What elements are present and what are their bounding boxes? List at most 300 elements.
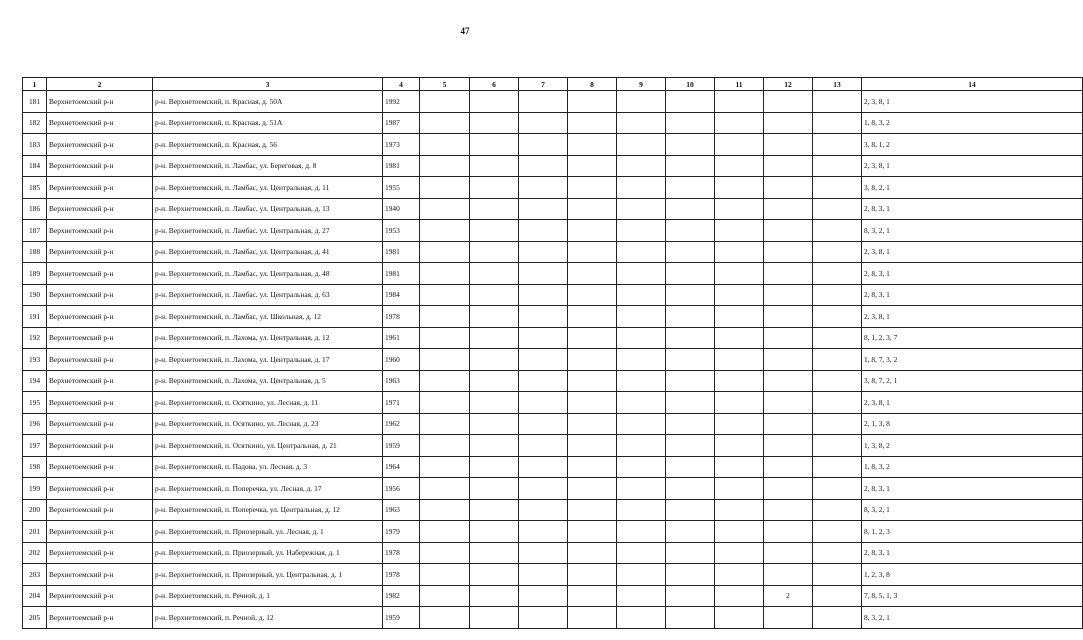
col-10-cell <box>666 607 715 629</box>
year-cell: 1956 <box>383 478 420 500</box>
year-cell: 1959 <box>383 607 420 629</box>
col-13-cell <box>813 499 862 521</box>
col-14-cell: 8, 3, 2, 1 <box>862 220 1083 242</box>
col-6-cell <box>470 370 519 392</box>
col-11-cell <box>715 478 764 500</box>
col-7-cell <box>519 327 568 349</box>
year-cell: 1984 <box>383 284 420 306</box>
address-cell: р-н. Верхнетоемский, п. Осяткино, ул. Лесная, д. 11 <box>153 392 383 414</box>
district-cell: Верхнетоемский р-н <box>47 134 153 156</box>
col-12-cell <box>764 91 813 113</box>
col-8-cell <box>568 478 617 500</box>
col-8-cell <box>568 198 617 220</box>
col-7-cell <box>519 91 568 113</box>
col-6-cell <box>470 392 519 414</box>
col-6-cell <box>470 607 519 629</box>
col-5-cell <box>420 327 470 349</box>
address-cell: р-н. Верхнетоемский, п. Падова, ул. Лесная, д. 3 <box>153 456 383 478</box>
col-7-cell <box>519 435 568 457</box>
col-11-cell <box>715 241 764 263</box>
col-12-cell <box>764 499 813 521</box>
col-8-cell <box>568 542 617 564</box>
col-10-cell <box>666 456 715 478</box>
table-body <box>23 91 1083 629</box>
col-12-cell <box>764 177 813 199</box>
col-7-cell <box>519 177 568 199</box>
address-cell: р-н. Верхнетоемский, п. Приозерный, ул. Лесная, д. 1 <box>153 521 383 543</box>
year-cell: 1953 <box>383 220 420 242</box>
col-6-cell <box>470 564 519 586</box>
address-cell: р-н. Верхнетоемский, п. Красная, д. 56 <box>153 134 383 156</box>
year-cell: 1981 <box>383 263 420 285</box>
col-9-cell <box>617 564 666 586</box>
row-number-cell: 185 <box>23 177 47 199</box>
district-cell: Верхнетоемский р-н <box>47 177 153 199</box>
col-5-cell <box>420 241 470 263</box>
col-13-cell <box>813 306 862 328</box>
col-8-cell <box>568 327 617 349</box>
col-10-cell <box>666 564 715 586</box>
col-13-cell <box>813 435 862 457</box>
col-9-cell <box>617 263 666 285</box>
col-5-cell <box>420 220 470 242</box>
header-row <box>23 78 1083 91</box>
column-header-7: 7 <box>519 78 568 91</box>
col-13-cell <box>813 284 862 306</box>
col-9-cell <box>617 521 666 543</box>
col-9-cell <box>617 456 666 478</box>
district-cell: Верхнетоемский р-н <box>47 284 153 306</box>
table-row <box>23 478 1083 500</box>
col-13-cell <box>813 241 862 263</box>
col-8-cell <box>568 220 617 242</box>
col-8-cell <box>568 585 617 607</box>
column-header-9: 9 <box>617 78 666 91</box>
col-8-cell <box>568 435 617 457</box>
col-5-cell <box>420 585 470 607</box>
col-5-cell <box>420 435 470 457</box>
col-10-cell <box>666 241 715 263</box>
col-12-cell <box>764 306 813 328</box>
col-7-cell <box>519 370 568 392</box>
address-cell: р-н. Верхнетоемский, п. Ламбас, ул. Центральная, д. 41 <box>153 241 383 263</box>
address-cell: р-н. Верхнетоемский, п. Приозерный, ул. Центральная, д. 1 <box>153 564 383 586</box>
col-9-cell <box>617 134 666 156</box>
col-12-cell <box>764 607 813 629</box>
year-cell: 1982 <box>383 585 420 607</box>
col-14-cell: 8, 1, 2, 3, 7 <box>862 327 1083 349</box>
col-13-cell <box>813 349 862 371</box>
col-6-cell <box>470 456 519 478</box>
col-5-cell <box>420 155 470 177</box>
col-12-cell <box>764 349 813 371</box>
col-6-cell <box>470 112 519 134</box>
row-number-cell: 193 <box>23 349 47 371</box>
col-8-cell <box>568 112 617 134</box>
col-8-cell <box>568 370 617 392</box>
district-cell: Верхнетоемский р-н <box>47 306 153 328</box>
col-11-cell <box>715 91 764 113</box>
row-number-cell: 203 <box>23 564 47 586</box>
col-9-cell <box>617 241 666 263</box>
col-14-cell: 1, 2, 3, 8 <box>862 564 1083 586</box>
col-13-cell <box>813 478 862 500</box>
col-5-cell <box>420 370 470 392</box>
row-number-cell: 202 <box>23 542 47 564</box>
col-7-cell <box>519 263 568 285</box>
col-5-cell <box>420 456 470 478</box>
district-cell: Верхнетоемский р-н <box>47 155 153 177</box>
column-header-5: 5 <box>420 78 470 91</box>
column-header-3: 3 <box>153 78 383 91</box>
table-row <box>23 607 1083 629</box>
address-cell: р-н. Верхнетоемский, п. Ламбас, ул. Центральная, д. 63 <box>153 284 383 306</box>
row-number-cell: 197 <box>23 435 47 457</box>
address-cell: р-н. Верхнетоемский, п. Красная, д. 51А <box>153 112 383 134</box>
col-9-cell <box>617 306 666 328</box>
col-5-cell <box>420 413 470 435</box>
col-10-cell <box>666 177 715 199</box>
col-13-cell <box>813 263 862 285</box>
year-cell: 1955 <box>383 177 420 199</box>
district-cell: Верхнетоемский р-н <box>47 435 153 457</box>
col-5-cell <box>420 349 470 371</box>
col-7-cell <box>519 607 568 629</box>
col-10-cell <box>666 263 715 285</box>
col-11-cell <box>715 542 764 564</box>
col-13-cell <box>813 564 862 586</box>
col-14-cell: 3, 8, 2, 1 <box>862 177 1083 199</box>
table-row <box>23 585 1083 607</box>
col-14-cell: 2, 3, 8, 1 <box>862 306 1083 328</box>
col-12-cell <box>764 478 813 500</box>
row-number-cell: 189 <box>23 263 47 285</box>
col-12-cell <box>764 112 813 134</box>
col-10-cell <box>666 112 715 134</box>
table-row <box>23 499 1083 521</box>
col-13-cell <box>813 134 862 156</box>
col-9-cell <box>617 284 666 306</box>
col-13-cell <box>813 91 862 113</box>
col-6-cell <box>470 91 519 113</box>
table-row <box>23 456 1083 478</box>
row-number-cell: 201 <box>23 521 47 543</box>
col-11-cell <box>715 198 764 220</box>
table-row <box>23 564 1083 586</box>
col-14-cell: 2, 8, 3, 1 <box>862 478 1083 500</box>
year-cell: 1963 <box>383 499 420 521</box>
col-13-cell <box>813 585 862 607</box>
address-cell: р-н. Верхнетоемский, п. Поперечка, ул. Центральная, д. 12 <box>153 499 383 521</box>
col-8-cell <box>568 263 617 285</box>
col-13-cell <box>813 198 862 220</box>
district-cell: Верхнетоемский р-н <box>47 456 153 478</box>
col-14-cell: 8, 1, 2, 3 <box>862 521 1083 543</box>
col-8-cell <box>568 392 617 414</box>
column-header-14: 14 <box>862 78 1083 91</box>
district-cell: Верхнетоемский р-н <box>47 585 153 607</box>
address-cell: р-н. Верхнетоемский, п. Речной, д. 1 <box>153 585 383 607</box>
col-11-cell <box>715 521 764 543</box>
table-row <box>23 542 1083 564</box>
col-14-cell: 2, 1, 3, 8 <box>862 413 1083 435</box>
district-cell: Верхнетоемский р-н <box>47 521 153 543</box>
col-10-cell <box>666 370 715 392</box>
col-7-cell <box>519 585 568 607</box>
row-number-cell: 200 <box>23 499 47 521</box>
row-number-cell: 182 <box>23 112 47 134</box>
col-10-cell <box>666 392 715 414</box>
district-cell: Верхнетоемский р-н <box>47 91 153 113</box>
col-10-cell <box>666 198 715 220</box>
col-6-cell <box>470 306 519 328</box>
col-12-cell <box>764 521 813 543</box>
col-12-cell <box>764 241 813 263</box>
column-header-12: 12 <box>764 78 813 91</box>
address-cell: р-н. Верхнетоемский, п. Осяткино, ул. Центральная, д. 21 <box>153 435 383 457</box>
col-12-cell <box>764 327 813 349</box>
district-cell: Верхнетоемский р-н <box>47 112 153 134</box>
col-6-cell <box>470 198 519 220</box>
col-10-cell <box>666 134 715 156</box>
col-11-cell <box>715 327 764 349</box>
col-6-cell <box>470 220 519 242</box>
table-row <box>23 349 1083 371</box>
col-6-cell <box>470 349 519 371</box>
col-14-cell: 2, 3, 8, 1 <box>862 241 1083 263</box>
col-5-cell <box>420 198 470 220</box>
col-11-cell <box>715 499 764 521</box>
col-13-cell <box>813 155 862 177</box>
col-10-cell <box>666 478 715 500</box>
col-9-cell <box>617 435 666 457</box>
col-14-cell: 2, 8, 3, 1 <box>862 198 1083 220</box>
row-number-cell: 196 <box>23 413 47 435</box>
table-row <box>23 112 1083 134</box>
col-12-cell <box>764 220 813 242</box>
col-10-cell <box>666 521 715 543</box>
table-row <box>23 370 1083 392</box>
col-6-cell <box>470 327 519 349</box>
col-12-cell <box>764 198 813 220</box>
col-9-cell <box>617 349 666 371</box>
housing-register-table <box>22 77 1083 629</box>
district-cell: Верхнетоемский р-н <box>47 542 153 564</box>
row-number-cell: 205 <box>23 607 47 629</box>
col-8-cell <box>568 284 617 306</box>
col-9-cell <box>617 112 666 134</box>
year-cell: 1978 <box>383 542 420 564</box>
col-6-cell <box>470 241 519 263</box>
year-cell: 1971 <box>383 392 420 414</box>
col-10-cell <box>666 155 715 177</box>
col-14-cell: 2, 8, 3, 1 <box>862 284 1083 306</box>
col-10-cell <box>666 349 715 371</box>
table-row <box>23 413 1083 435</box>
address-cell: р-н. Верхнетоемский, п. Ламбас, ул. Центральная, д. 27 <box>153 220 383 242</box>
col-7-cell <box>519 564 568 586</box>
address-cell: р-н. Верхнетоемский, п. Красная, д. 50А <box>153 91 383 113</box>
col-7-cell <box>519 499 568 521</box>
col-7-cell <box>519 392 568 414</box>
row-number-cell: 198 <box>23 456 47 478</box>
row-number-cell: 188 <box>23 241 47 263</box>
year-cell: 1960 <box>383 349 420 371</box>
table-row <box>23 263 1083 285</box>
col-5-cell <box>420 478 470 500</box>
row-number-cell: 187 <box>23 220 47 242</box>
district-cell: Верхнетоемский р-н <box>47 327 153 349</box>
col-12-cell <box>764 370 813 392</box>
col-10-cell <box>666 413 715 435</box>
col-10-cell <box>666 585 715 607</box>
col-9-cell <box>617 220 666 242</box>
year-cell: 1987 <box>383 112 420 134</box>
table-row <box>23 241 1083 263</box>
col-11-cell <box>715 112 764 134</box>
col-8-cell <box>568 564 617 586</box>
district-cell: Верхнетоемский р-н <box>47 370 153 392</box>
col-6-cell <box>470 413 519 435</box>
table-row <box>23 198 1083 220</box>
row-number-cell: 184 <box>23 155 47 177</box>
col-10-cell <box>666 284 715 306</box>
col-7-cell <box>519 112 568 134</box>
table-row <box>23 134 1083 156</box>
col-7-cell <box>519 134 568 156</box>
col-14-cell: 8, 3, 2, 1 <box>862 499 1083 521</box>
col-9-cell <box>617 585 666 607</box>
district-cell: Верхнетоемский р-н <box>47 413 153 435</box>
col-12-cell <box>764 456 813 478</box>
col-9-cell <box>617 392 666 414</box>
district-cell: Верхнетоемский р-н <box>47 564 153 586</box>
col-5-cell <box>420 134 470 156</box>
col-5-cell <box>420 521 470 543</box>
col-14-cell: 2, 8, 3, 1 <box>862 263 1083 285</box>
col-5-cell <box>420 91 470 113</box>
year-cell: 1978 <box>383 564 420 586</box>
col-14-cell: 7, 8, 5, 1, 3 <box>862 585 1083 607</box>
row-number-cell: 183 <box>23 134 47 156</box>
col-6-cell <box>470 284 519 306</box>
col-7-cell <box>519 284 568 306</box>
row-number-cell: 194 <box>23 370 47 392</box>
year-cell: 1992 <box>383 91 420 113</box>
col-12-cell <box>764 392 813 414</box>
col-9-cell <box>617 370 666 392</box>
col-11-cell <box>715 413 764 435</box>
column-header-4: 4 <box>383 78 420 91</box>
col-13-cell <box>813 112 862 134</box>
col-8-cell <box>568 499 617 521</box>
address-cell: р-н. Верхнетоемский, п. Поперечка, ул. Лесная, д. 17 <box>153 478 383 500</box>
col-7-cell <box>519 241 568 263</box>
column-header-10: 10 <box>666 78 715 91</box>
table-row <box>23 327 1083 349</box>
row-number-cell: 204 <box>23 585 47 607</box>
col-9-cell <box>617 155 666 177</box>
col-11-cell <box>715 177 764 199</box>
col-6-cell <box>470 155 519 177</box>
year-cell: 1979 <box>383 521 420 543</box>
col-12-cell: 2 <box>764 585 813 607</box>
row-number-cell: 199 <box>23 478 47 500</box>
column-header-1: 1 <box>23 78 47 91</box>
table-row <box>23 155 1083 177</box>
col-8-cell <box>568 413 617 435</box>
col-10-cell <box>666 327 715 349</box>
address-cell: р-н. Верхнетоемский, п. Лахома, ул. Центральная, д. 5 <box>153 370 383 392</box>
address-cell: р-н. Верхнетоемский, п. Ламбас, ул. Школьная, д. 12 <box>153 306 383 328</box>
district-cell: Верхнетоемский р-н <box>47 478 153 500</box>
col-14-cell: 2, 3, 8, 1 <box>862 91 1083 113</box>
district-cell: Верхнетоемский р-н <box>47 392 153 414</box>
address-cell: р-н. Верхнетоемский, п. Ламбас, ул. Центральная, д. 11 <box>153 177 383 199</box>
table-row <box>23 177 1083 199</box>
page-number: 47 <box>460 26 470 36</box>
district-cell: Верхнетоемский р-н <box>47 607 153 629</box>
col-11-cell <box>715 564 764 586</box>
col-14-cell: 8, 3, 2, 1 <box>862 607 1083 629</box>
district-cell: Верхнетоемский р-н <box>47 263 153 285</box>
col-7-cell <box>519 220 568 242</box>
district-cell: Верхнетоемский р-н <box>47 499 153 521</box>
col-9-cell <box>617 91 666 113</box>
year-cell: 1961 <box>383 327 420 349</box>
col-13-cell <box>813 521 862 543</box>
row-number-cell: 186 <box>23 198 47 220</box>
col-5-cell <box>420 392 470 414</box>
col-12-cell <box>764 542 813 564</box>
col-10-cell <box>666 306 715 328</box>
address-cell: р-н. Верхнетоемский, п. Ламбас, ул. Береговая, д. 8 <box>153 155 383 177</box>
col-14-cell: 1, 8, 3, 2 <box>862 456 1083 478</box>
col-11-cell <box>715 585 764 607</box>
col-7-cell <box>519 413 568 435</box>
address-cell: р-н. Верхнетоемский, п. Лахома, ул. Центральная, д. 12 <box>153 327 383 349</box>
col-11-cell <box>715 392 764 414</box>
col-8-cell <box>568 155 617 177</box>
col-9-cell <box>617 542 666 564</box>
col-8-cell <box>568 349 617 371</box>
col-11-cell <box>715 435 764 457</box>
col-8-cell <box>568 607 617 629</box>
column-header-8: 8 <box>568 78 617 91</box>
table-row <box>23 435 1083 457</box>
col-9-cell <box>617 478 666 500</box>
col-11-cell <box>715 134 764 156</box>
col-8-cell <box>568 134 617 156</box>
col-6-cell <box>470 521 519 543</box>
year-cell: 1978 <box>383 306 420 328</box>
address-cell: р-н. Верхнетоемский, п. Ламбас, ул. Центральная, д. 48 <box>153 263 383 285</box>
col-9-cell <box>617 198 666 220</box>
col-10-cell <box>666 435 715 457</box>
col-10-cell <box>666 499 715 521</box>
col-9-cell <box>617 177 666 199</box>
col-13-cell <box>813 456 862 478</box>
col-9-cell <box>617 413 666 435</box>
col-13-cell <box>813 370 862 392</box>
column-header-6: 6 <box>470 78 519 91</box>
col-5-cell <box>420 306 470 328</box>
col-10-cell <box>666 91 715 113</box>
col-13-cell <box>813 220 862 242</box>
year-cell: 1963 <box>383 370 420 392</box>
year-cell: 1981 <box>383 155 420 177</box>
year-cell: 1959 <box>383 435 420 457</box>
